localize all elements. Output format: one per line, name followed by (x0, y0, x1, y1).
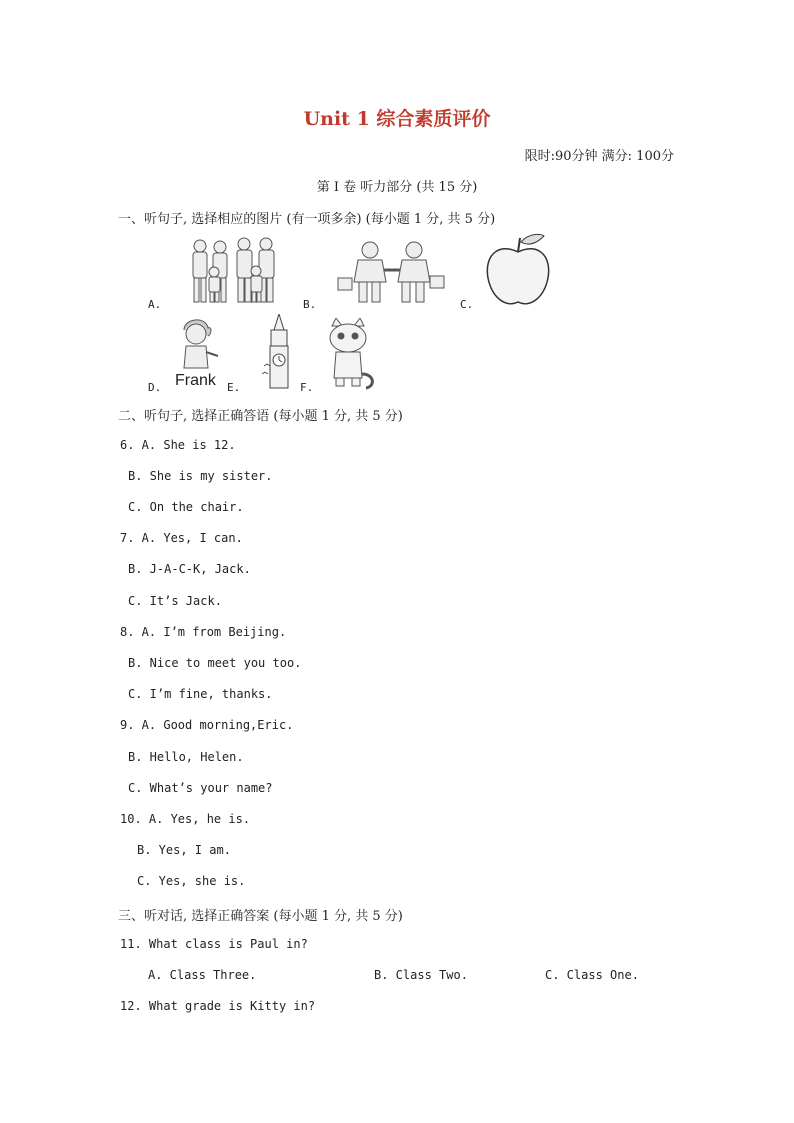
q7-option-b: B. J-A-C-K, Jack. (128, 562, 251, 576)
q8-option-b: B. Nice to meet you too. (128, 656, 302, 670)
family-picture (186, 234, 280, 306)
apple-picture (484, 232, 552, 310)
q8-option-c: C. I’m fine, thanks. (128, 687, 273, 701)
q9-option-c: C. What’s your name? (128, 781, 273, 795)
frank-label: Frank (175, 372, 216, 389)
section1-heading: 一、听句子, 选择相应的图片 (有一项多余) (每小题 1 分, 共 5 分) (118, 212, 496, 227)
q12-question: 12. What grade is Kitty in? (120, 999, 316, 1013)
q11-option-a: A. Class Three. (148, 968, 257, 982)
option-label-c: C. (460, 298, 474, 311)
q10-option-a: 10. A. Yes, he is. (120, 812, 251, 826)
q10-option-c: C. Yes, she is. (137, 874, 246, 888)
q11-option-c: C. Class One. (545, 968, 639, 982)
q11-option-b: B. Class Two. (374, 968, 468, 982)
option-label-f: F. (300, 381, 314, 394)
section3-heading: 三、听对话, 选择正确答案 (每小题 1 分, 共 5 分) (118, 909, 403, 924)
big-ben-picture (262, 314, 296, 390)
option-label-b: B. (303, 298, 317, 311)
option-label-d: D. (148, 381, 162, 394)
option-label-a: A. (148, 298, 162, 311)
time-limit: 限时:90分钟 满分: 100分 (524, 149, 674, 164)
q6-option-a: 6. A. She is 12. (120, 438, 236, 452)
q9-option-a: 9. A. Good morning,Eric. (120, 718, 294, 732)
boy-picture (178, 316, 222, 370)
q9-option-b: B. Hello, Helen. (128, 750, 244, 764)
option-label-e: E. (227, 381, 241, 394)
page-title: Unit 1 综合素质评价 (303, 108, 491, 130)
q7-option-c: C. It’s Jack. (128, 594, 222, 608)
handshake-picture (334, 238, 448, 304)
part-heading: 第 I 卷 听力部分 (共 15 分) (316, 180, 478, 195)
q10-option-b: B. Yes, I am. (137, 843, 231, 857)
q7-option-a: 7. A. Yes, I can. (120, 531, 243, 545)
q6-option-c: C. On the chair. (128, 500, 244, 514)
section2-heading: 二、听句子, 选择正确答语 (每小题 1 分, 共 5 分) (118, 409, 403, 424)
cat-picture (322, 318, 378, 390)
q6-option-b: B. She is my sister. (128, 469, 273, 483)
q11-question: 11. What class is Paul in? (120, 937, 308, 951)
q8-option-a: 8. A. I’m from Beijing. (120, 625, 287, 639)
